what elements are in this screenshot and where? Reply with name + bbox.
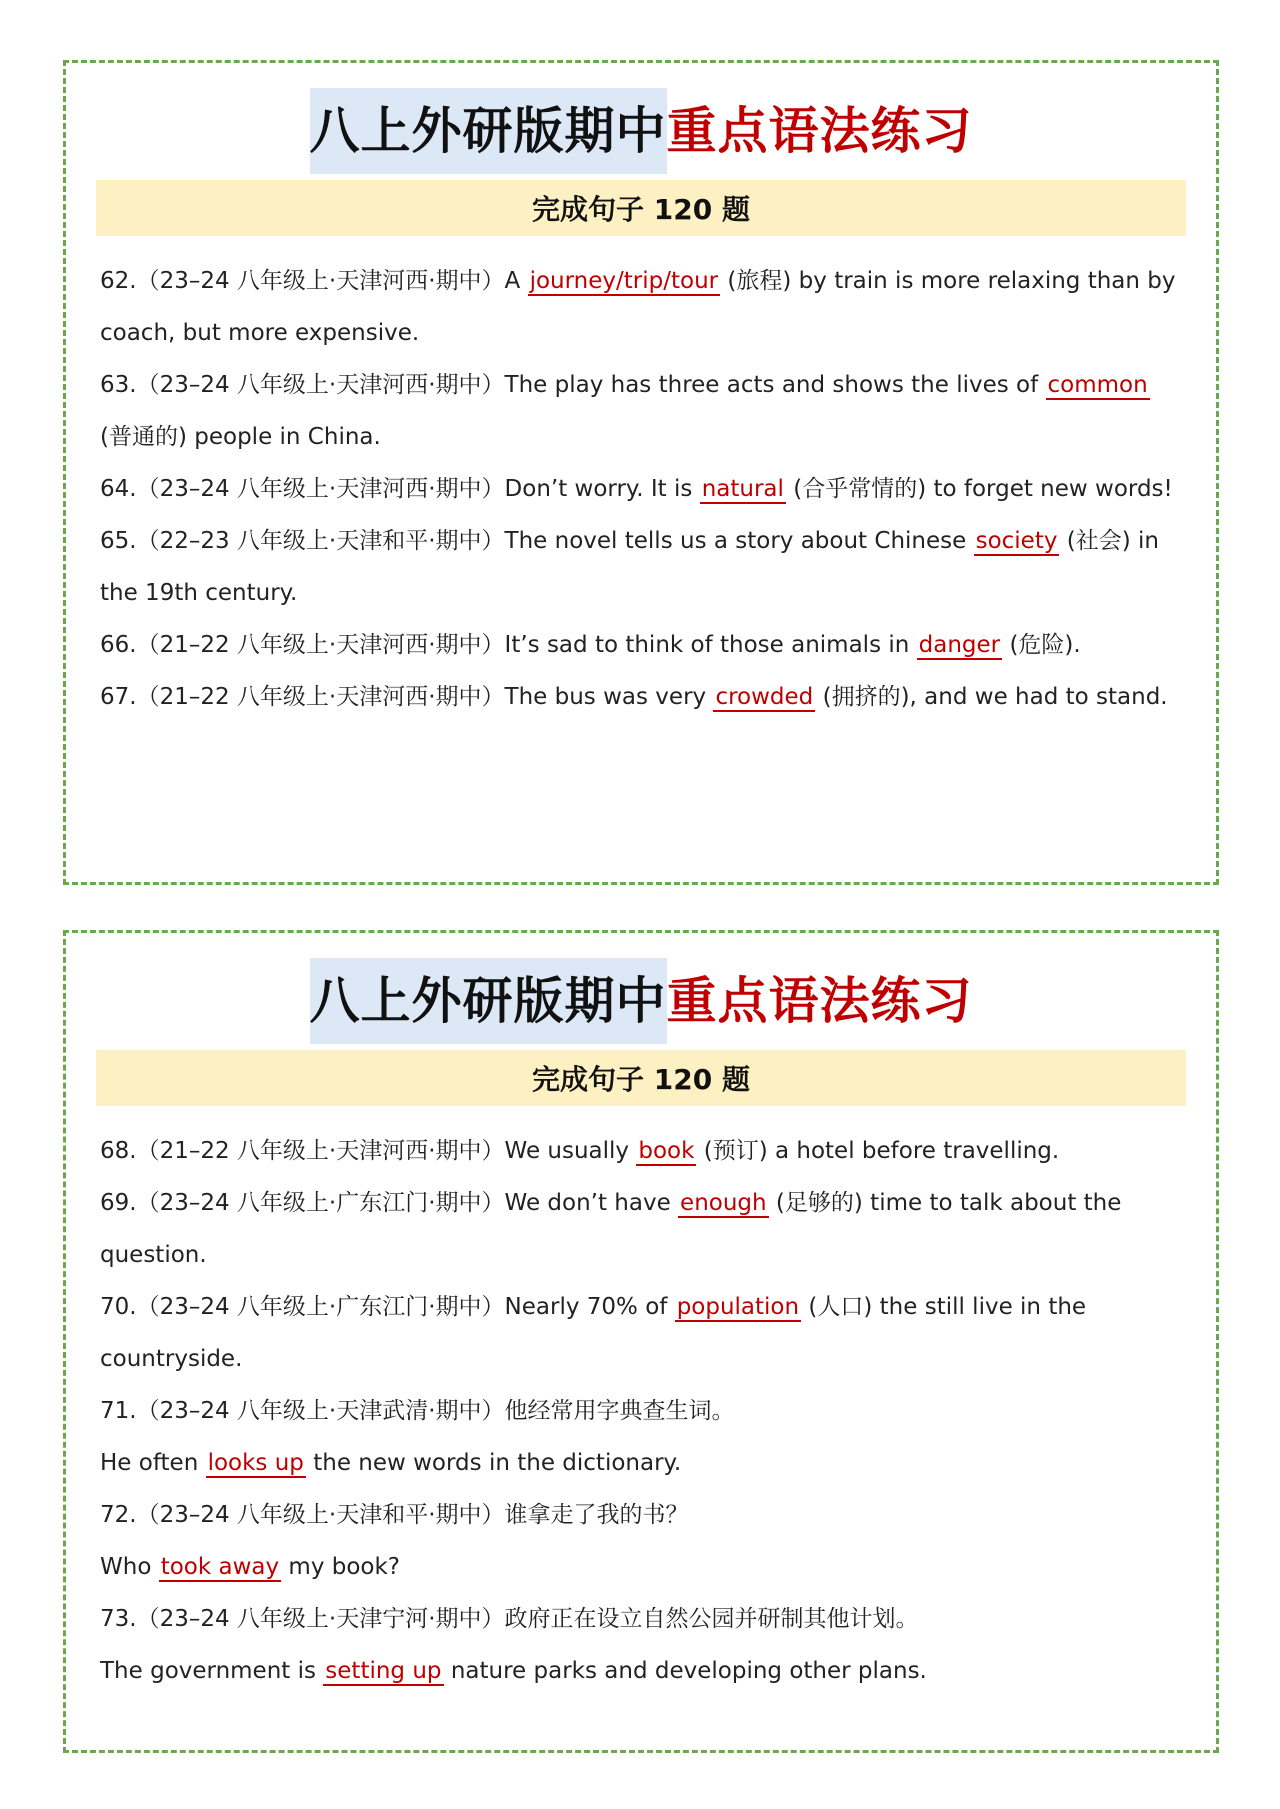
answer-line [100, 1541, 1182, 1593]
question-item [100, 359, 1182, 463]
page-title [310, 961, 973, 1033]
answer: common [1047, 372, 1148, 398]
question-item [100, 255, 1182, 359]
sentence-text: He often [100, 1450, 206, 1476]
question-text: 66.（21–22 八年级上·天津河西·期中）It’s sad to think of those animals in [100, 632, 917, 658]
question-text: (人口) the still live in the countryside. [100, 1294, 1087, 1372]
answer: danger [918, 632, 1001, 658]
question-text: 71.（23–24 八年级上·天津武清·期中）他经常用字典查生词。 [100, 1398, 735, 1424]
question-item [100, 463, 1182, 515]
answer-line [100, 1645, 1182, 1697]
answer: looks up [207, 1450, 304, 1476]
question-text: (社会) in the 19th century. [100, 528, 1160, 606]
question-list [100, 1125, 1182, 1697]
question-text: 68.（21–22 八年级上·天津河西·期中）We usually [100, 1138, 637, 1164]
page-title [310, 91, 973, 163]
answer: setting up [325, 1658, 442, 1684]
sentence-text: the new words in the dictionary. [313, 1450, 682, 1476]
worksheet-card-2 [63, 930, 1219, 1753]
question-list [100, 255, 1182, 723]
answer: took away [160, 1554, 280, 1580]
question-item [100, 1593, 1182, 1645]
answer: natural [701, 476, 784, 502]
title-row [66, 951, 1216, 1043]
answer: book [638, 1138, 695, 1164]
title-red: 重点语法练习 [666, 972, 973, 1030]
worksheet-card-1 [63, 60, 1219, 885]
title-red: 重点语法练习 [666, 102, 973, 160]
question-text: (危险). [1009, 632, 1081, 658]
question-item [100, 1385, 1182, 1437]
question-text: (足够的) time to talk about the question. [100, 1190, 1122, 1268]
question-item [100, 671, 1182, 723]
answer: journey/trip/tour [529, 268, 719, 294]
question-item [100, 1125, 1182, 1177]
question-text: 64.（23–24 八年级上·天津河西·期中）Don’t worry. It is [100, 476, 700, 502]
question-text: 72.（23–24 八年级上·天津和平·期中）谁拿走了我的书？ [100, 1502, 689, 1528]
question-text: 69.（23–24 八年级上·广东江门·期中）We don’t have [100, 1190, 679, 1216]
question-text: (预订) a hotel before travelling. [703, 1138, 1060, 1164]
question-item [100, 1177, 1182, 1281]
sentence-text: my book? [288, 1554, 401, 1580]
question-text: (拥挤的), and we had to stand. [822, 684, 1168, 710]
title-highlight: 八上外研版期中 [310, 88, 667, 174]
answer-line [100, 1437, 1182, 1489]
question-text: 65.（22–23 八年级上·天津和平·期中）The novel tells us a story about Chinese [100, 528, 974, 554]
question-item [100, 1489, 1182, 1541]
title-highlight: 八上外研版期中 [310, 958, 667, 1044]
question-text: 70.（23–24 八年级上·广东江门·期中）Nearly 70% of [100, 1294, 675, 1320]
answer: enough [680, 1190, 767, 1216]
question-item [100, 1281, 1182, 1385]
question-text: (合乎常情的) to forget new words! [793, 476, 1173, 502]
answer: crowded [715, 684, 814, 710]
question-text: 63.（23–24 八年级上·天津河西·期中）The play has three acts and shows the lives of [100, 372, 1046, 398]
question-text: (普通的) people in China. [100, 424, 381, 450]
question-item [100, 619, 1182, 671]
answer: population [676, 1294, 800, 1320]
question-text: (旅程) by train is more relaxing than by coach, but more expensive. [100, 268, 1176, 346]
title-row [66, 81, 1216, 173]
answer: society [975, 528, 1058, 554]
section-subtitle: 完成句子 120 题 [96, 1050, 1186, 1106]
question-text: 62.（23–24 八年级上·天津河西·期中）A [100, 268, 528, 294]
sentence-text: The government is [100, 1658, 324, 1684]
sentence-text: Who [100, 1554, 159, 1580]
sentence-text: nature parks and developing other plans. [450, 1658, 927, 1684]
question-text: 67.（21–22 八年级上·天津河西·期中）The bus was very [100, 684, 714, 710]
section-subtitle: 完成句子 120 题 [96, 180, 1186, 236]
question-text: 73.（23–24 八年级上·天津宁河·期中）政府正在设立自然公园并研制其他计划。 [100, 1606, 919, 1632]
question-item [100, 515, 1182, 619]
